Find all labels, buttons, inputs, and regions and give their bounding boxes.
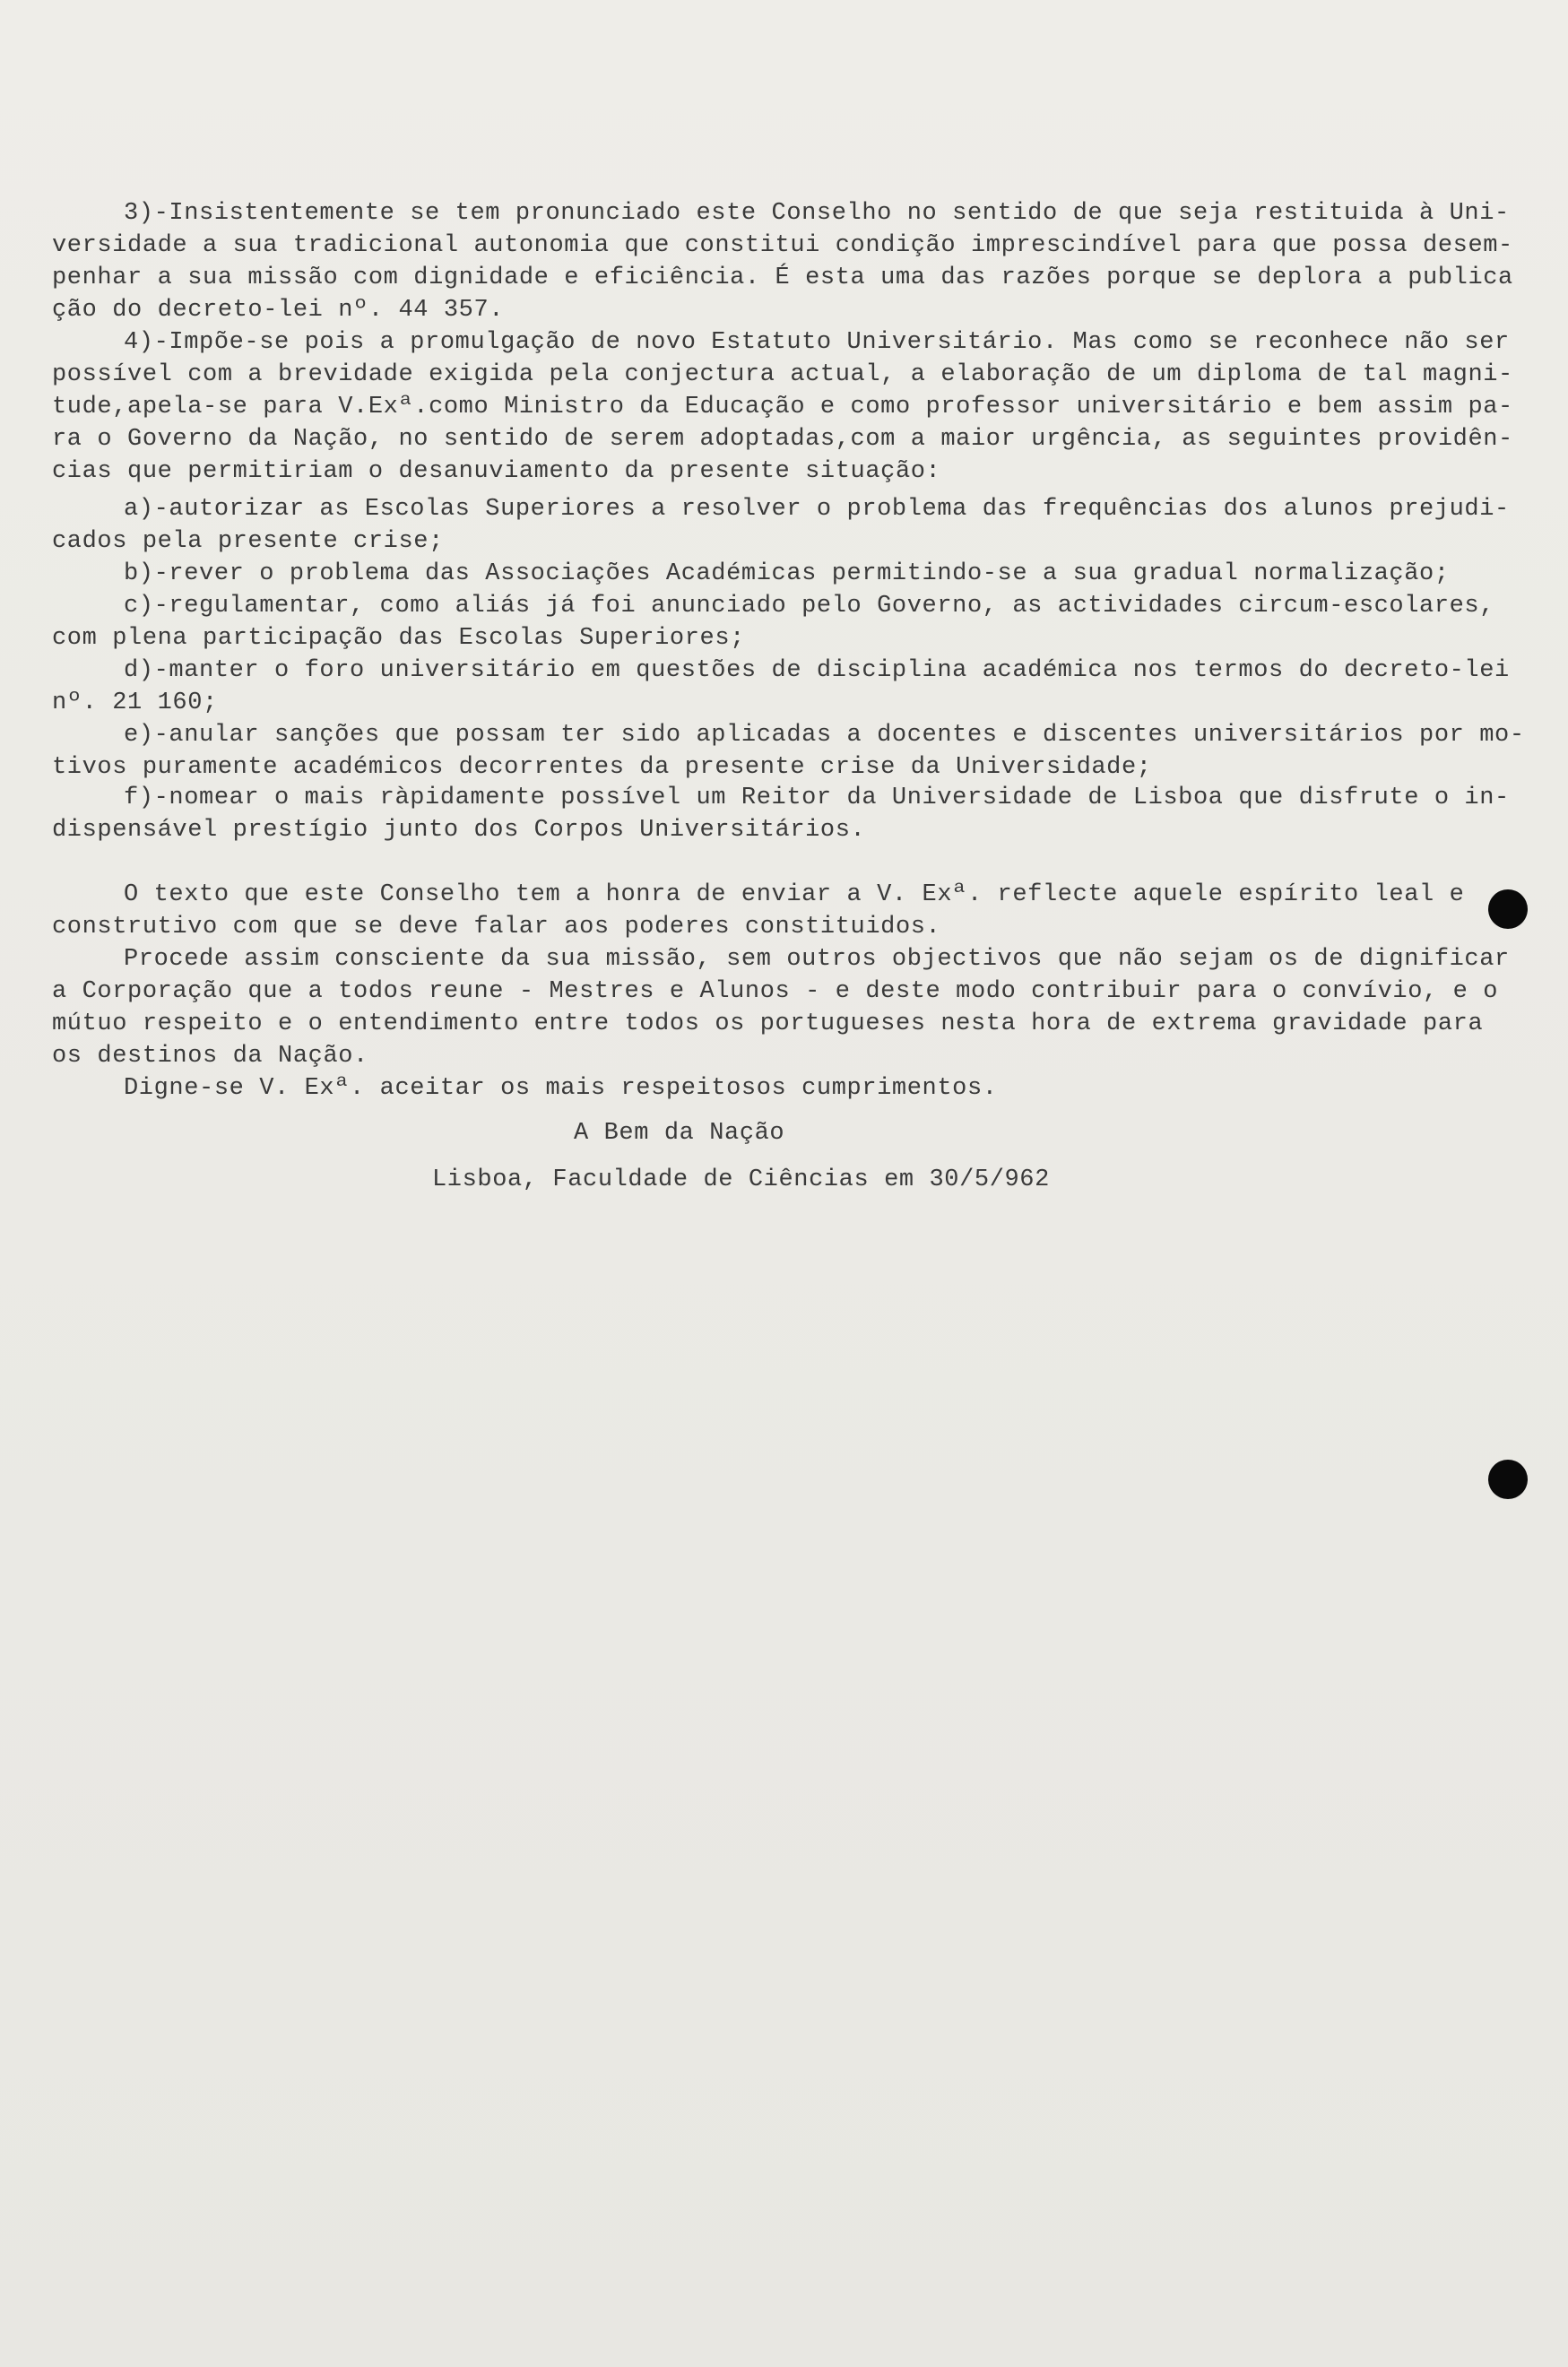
closing-3-line-1: Digne-se V. Exª. aceitar os mais respeitosos cumprimentos. [124, 1075, 998, 1102]
paragraph-4-line-2: possível com a brevidade exigida pela conjectura actual, a elaboração de um diploma de tal magni- [52, 361, 1513, 388]
paragraph-4-line-1: 4)-Impõe-se pois a promulgação de novo Estatuto Universitário. Mas como se reconhece não ser [124, 329, 1510, 356]
paragraph-4-line-5: cias que permitiriam o desanuviamento da presente situação: [52, 458, 941, 485]
item-c-line-2: com plena participação das Escolas Superiores; [52, 625, 745, 652]
item-f-line-1: f)-nomear o mais ràpidamente possível um Reitor da Universidade de Lisboa que disfrute o in- [124, 785, 1510, 811]
item-e-line-2: tivos puramente académicos decorrentes da presente crise da Universidade; [52, 754, 1152, 781]
item-e-line-1: e)-anular sanções que possam ter sido aplicadas a docentes e discentes universitários por mo- [124, 722, 1525, 749]
item-b-line-1: b)-rever o problema das Associações Académicas permitindo-se a sua gradual normalização; [124, 560, 1450, 587]
punch-hole-lower [1488, 1460, 1528, 1499]
paragraph-3-line-3: penhar a sua missão com dignidade e eficiência. É esta uma das razões porque se deplora a publica [52, 264, 1513, 291]
paragraph-4-line-3: tude,apela-se para V.Exª.como Ministro da Educação e como professor universitário e bem assim pa- [52, 394, 1513, 421]
item-f-line-2: dispensável prestígio junto dos Corpos Universitários. [52, 817, 866, 844]
closing-2-line-1: Procede assim consciente da sua missão, sem outros objectivos que não sejam os de dignificar [124, 946, 1510, 973]
closing-2-line-2: a Corporação que a todos reune - Mestres e Alunos - e deste modo contribuir para o convívio, e o [52, 978, 1499, 1005]
item-c-line-1: c)-regulamentar, como aliás já foi anunciado pelo Governo, as actividades circum-escolares, [124, 593, 1495, 620]
paragraph-4-line-4: ra o Governo da Nação, no sentido de serem adoptadas,com a maior urgência, as seguintes providên- [52, 426, 1513, 453]
item-d-line-2: nº. 21 160; [52, 689, 218, 716]
paragraph-3-line-4: ção do decreto-lei nº. 44 357. [52, 297, 505, 324]
item-d-line-1: d)-manter o foro universitário em questões de disciplina académica nos termos do decreto-lei [124, 657, 1510, 684]
item-a-line-2: cados pela presente crise; [52, 528, 444, 555]
item-a-line-1: a)-autorizar as Escolas Superiores a resolver o problema das frequências dos alunos prejudi- [124, 496, 1510, 523]
closing-2-line-4: os destinos da Nação. [52, 1043, 368, 1070]
paragraph-3-line-1: 3)-Insistentemente se tem pronunciado este Conselho no sentido de que seja restituida à Uni- [124, 200, 1510, 227]
salutation: A Bem da Nação [574, 1120, 785, 1147]
closing-2-line-3: mútuo respeito e o entendimento entre todos os portugueses nesta hora de extrema gravidade para [52, 1010, 1484, 1037]
closing-1-line-2: construtivo com que se deve falar aos poderes constituidos. [52, 914, 941, 941]
place-and-date: Lisboa, Faculdade de Ciências em 30/5/962 [432, 1166, 1050, 1193]
paragraph-3-line-2: versidade a sua tradicional autonomia que constitui condição imprescindível para que possa desem- [52, 232, 1513, 259]
closing-1-line-1: O texto que este Conselho tem a honra de enviar a V. Exª. reflecte aquele espírito leal e [124, 881, 1465, 908]
punch-hole-upper [1488, 889, 1528, 929]
